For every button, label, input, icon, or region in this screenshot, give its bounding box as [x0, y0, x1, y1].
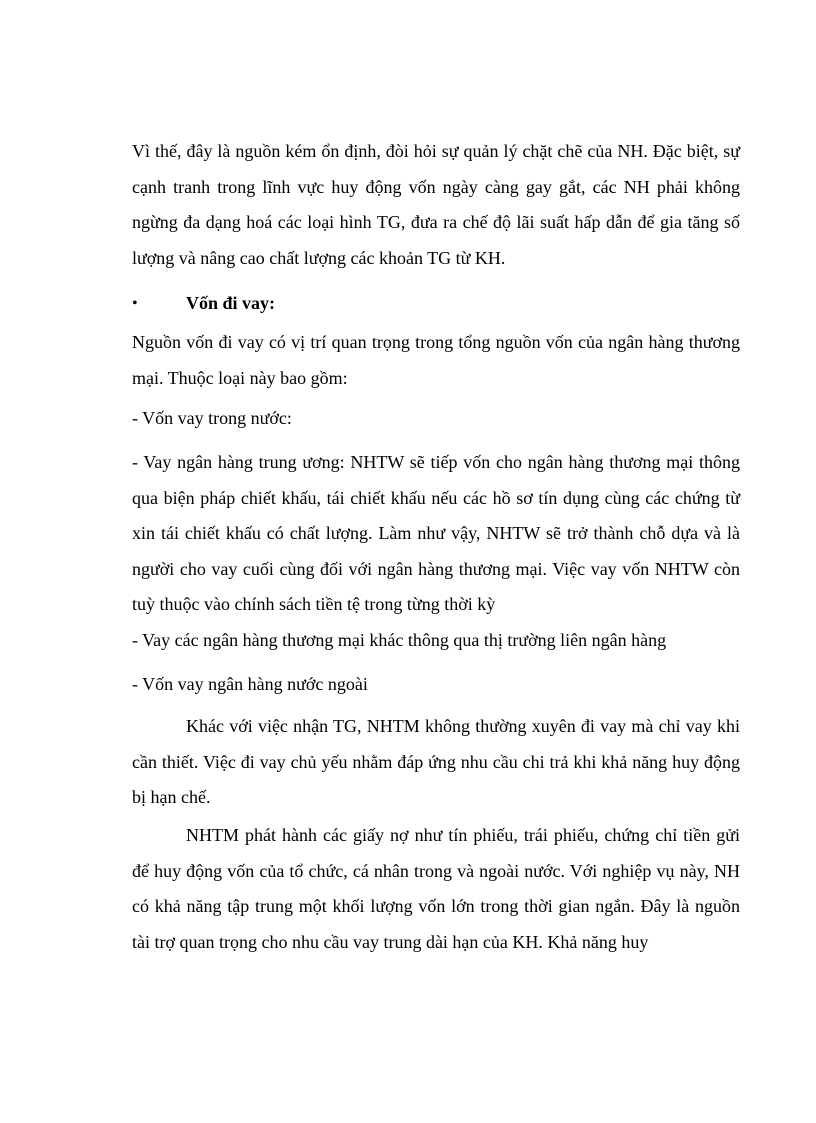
paragraph-debt-instruments: NHTM phát hành các giấy nợ như tín phiếu, trái phiếu, chứng chỉ tiền gửi để huy động vốn của tổ chức, cá nhân trong và ngoài nước. Với nghiệp vụ này, NH có khả năng tập trung một khối lượng vốn lớn trong thời gian ngắn. Đây là nguồn tài trợ quan trọng cho nhu cầu vay trung dài hạn của KH. Khả năng huy	[132, 825, 740, 952]
paragraph-deposit-stability: Vì thế, đây là nguồn kém ổn định, đòi hỏi sự quản lý chặt chẽ của NH. Đặc biệt, sự cạnh tranh trong lĩnh vực huy động vốn ngày càng gay gắt, các NH phải không ngừng đa dạng hoá các loại hình TG, đưa ra chế độ lãi suất hấp dẫn để gia tăng số lượng và nâng cao chất lượng các khoản TG từ KH.	[132, 141, 740, 268]
paragraph-borrowed-capital-intro: Nguồn vốn đi vay có vị trí quan trọng trong tổng nguồn vốn của ngân hàng thương mại. Thuộc loại này bao gồm:	[132, 332, 740, 388]
paragraph-central-bank-loans: - Vay ngân hàng trung ương: NHTW sẽ tiếp vốn cho ngân hàng thương mại thông qua biện pháp chiết khấu, tái chiết khấu nếu các hồ sơ tín dụng cùng các chứng từ xin tái chiết khấu có chất lượng. Làm như vậy, NHTW sẽ trở thành chỗ dựa và là người cho vay cuối cùng đối với ngân hàng thương mại. Việc vay vốn NHTW còn tuỳ thuộc vào chính sách tiền tệ trong từng thời kỳ	[132, 452, 740, 614]
section-heading: Vốn đi vay:	[186, 293, 276, 313]
paragraph-borrowing-purpose: Khác với việc nhận TG, NHTM không thường xuyên đi vay mà chỉ vay khi cần thiết. Việc đi vay chủ yếu nhằm đáp ứng nhu cầu chi trả khi khả năng huy động bị hạn chế.	[132, 716, 740, 807]
paragraph-interbank-loans: - Vay các ngân hàng thương mại khác thông qua thị trường liên ngân hàng	[132, 630, 667, 650]
paragraph-foreign-loans: - Vốn vay ngân hàng nước ngoài	[132, 674, 368, 694]
paragraph-domestic-loans: - Vốn vay trong nước:	[132, 408, 292, 428]
bullet-icon: •	[132, 295, 138, 312]
